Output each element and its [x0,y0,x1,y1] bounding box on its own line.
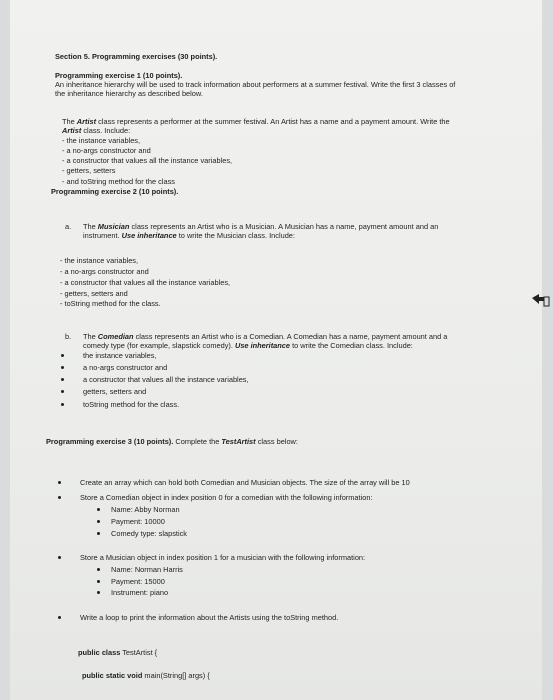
code-line: public class TestArtist { [78,648,158,657]
resize-cursor-icon [530,292,550,308]
musician-item: - a constructor that values all the instance variables, [60,278,231,287]
artist-description: Artist class. Include: [62,126,131,135]
exercise1-desc: An inheritance hierarchy will be used to track information about performers at a summer festival. Write the first 3 classes of [55,80,456,89]
document-page [10,0,542,700]
artist-item: - getters, setters [62,166,116,175]
musician-item: - getters, setters and [60,289,128,298]
list-marker-a: a. [65,222,72,231]
artist-item: - the instance variables, [62,136,141,145]
comedian-item: getters, setters and [83,387,147,396]
comedian-info: Comedy type: slapstick [111,529,187,538]
musician-item: - the instance variables, [60,256,139,265]
musician-description: The Musician class represents an Artist who is a Musician. A Musician has a name, payment amount and an [83,222,439,231]
exercise2-title: Programming exercise 2 (10 points). [51,187,179,196]
musician-item: - a no-args constructor and [60,267,149,276]
comedian-item: a no-args constructor and [83,363,168,372]
exercise3-title: Programming exercise 3 (10 points). Complete the TestArtist class below: [46,437,298,446]
comedian-item: the instance variables, [83,351,157,360]
list-marker-b: b. [65,332,72,341]
musician-info: Instrument: piano [111,588,169,597]
musician-item: - toString method for the class. [60,299,161,308]
comedian-info: Name: Abby Norman [111,505,180,514]
artist-item: - and toString method for the class [62,177,175,186]
comedian-info: Payment: 10000 [111,517,165,526]
artist-item: - a no-args constructor and [62,146,151,155]
comedian-description: comedy type (for example, slapstick comedy). Use inheritance to write the Comedian class. Include: [83,341,413,350]
comedian-description: The Comedian class represents an Artist who is a Comedian. A Comedian has a name, payment amount and a [83,332,448,341]
comedian-item: a constructor that values all the instance variables, [83,375,249,384]
exercise3-bullet: Create an array which can hold both Comedian and Musician objects. The size of the array will be 10 [80,478,410,487]
exercise3-bullet: Store a Musician object in index position 1 for a musician with the following information: [80,553,366,562]
musician-info: Name: Norman Harris [111,565,183,574]
exercise3-bullet: Write a loop to print the information about the Artists using the toString method. [80,613,339,622]
comedian-item: toString method for the class. [83,400,180,409]
artist-item: - a constructor that values all the instance variables, [62,156,233,165]
exercise1-title: Programming exercise 1 (10 points). [55,71,183,80]
exercise3-bullet: Store a Comedian object in index position 0 for a comedian with the following information: [80,493,373,502]
artist-description: The Artist class represents a performer at the summer festival. An Artist has a name and a payment amount. Write the [62,117,450,126]
musician-description: instrument. Use inheritance to write the Musician class. Include: [83,231,295,240]
musician-info: Payment: 15000 [111,577,165,586]
code-line: public static void main(String[] args) { [82,671,210,680]
section-title: Section 5. Programming exercises (30 points). [55,52,218,61]
exercise1-desc: the inheritance hierarchy as described below. [55,89,203,98]
